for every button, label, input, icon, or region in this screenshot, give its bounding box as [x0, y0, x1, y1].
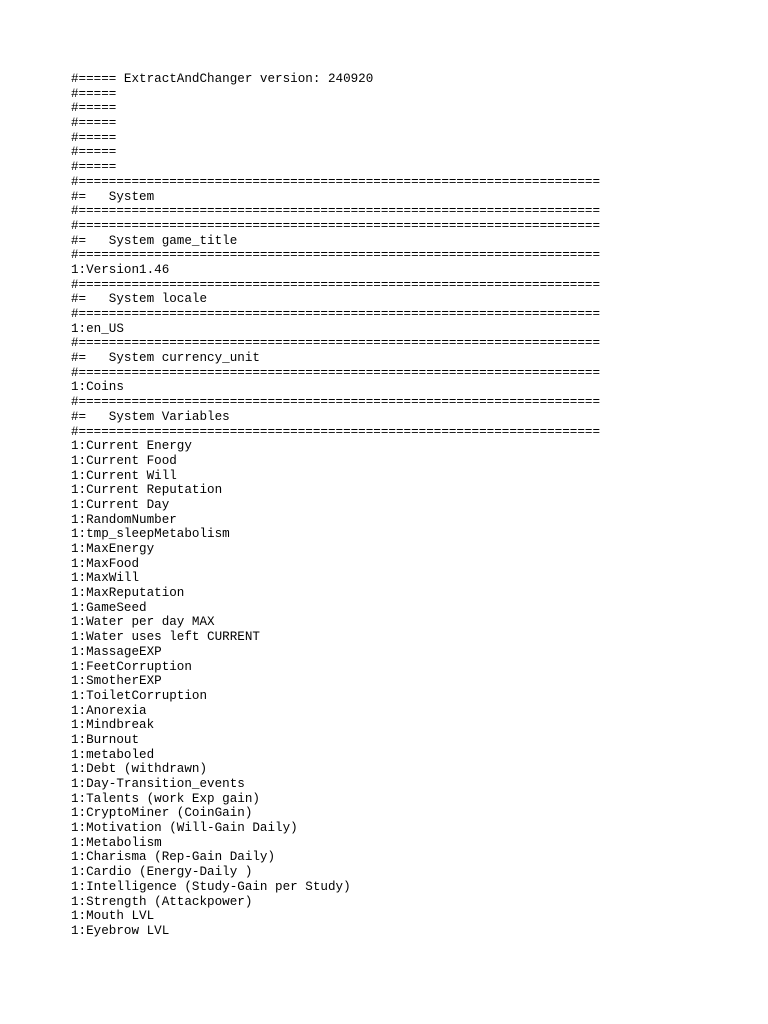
document-line: #===== [71, 130, 117, 145]
document-line: 1:MaxWill [71, 571, 140, 586]
document-line: 1:Day-Transition_events [71, 777, 245, 791]
document-line: 1:SmotherEXP [71, 674, 162, 689]
document-line: #= System Variables [71, 409, 230, 424]
document-line: 1:Cardio (Energy-Daily ) [71, 865, 253, 880]
document-line: #= System currency_unit [71, 351, 260, 366]
document-line: 1:MaxEnergy [71, 542, 155, 556]
document-line: 1:tmp_sleepMetabolism [71, 527, 230, 542]
document-line: #===================================================================== [71, 307, 601, 321]
document-line: 1:CryptoMiner (CoinGain) [71, 806, 253, 821]
document-line: #===================================================================== [71, 424, 601, 439]
document-line: 1:Current Food [71, 453, 177, 468]
document-line: #===================================================================== [71, 365, 601, 380]
document-line: 1:en_US [71, 321, 124, 336]
document-line: #===== ExtractAndChanger version: 240920 [71, 72, 374, 86]
document-line: 1:Mouth LVL [71, 909, 155, 924]
document-line: 1:Motivation (Will-Gain Daily) [71, 821, 298, 836]
document-line: 1:MaxReputation [71, 586, 185, 601]
document-line: #= System locale [71, 292, 208, 307]
document-line: 1:Strength (Attackpower) [71, 894, 253, 909]
document-line: 1:metaboled [71, 747, 155, 762]
document-line: 1:FeetCorruption [71, 659, 192, 674]
document-line: 1:GameSeed [71, 600, 147, 615]
document-line: #===================================================================== [71, 218, 601, 233]
document-line: 1:Charisma (Rep-Gain Daily) [71, 850, 276, 865]
document-line: #===================================================================== [71, 277, 601, 292]
document-line: 1:Anorexia [71, 703, 147, 718]
document-line: 1:RandomNumber [71, 512, 177, 527]
document-line: 1:ToiletCorruption [71, 688, 208, 703]
document-line: 1:MaxFood [71, 556, 140, 571]
document-line: 1:MassageEXP [71, 644, 162, 659]
document-line: #===== [71, 101, 117, 116]
document-line: #===== [71, 86, 117, 101]
document-line: #===== [71, 116, 117, 131]
document-line: #= System game_title [71, 233, 238, 248]
document-line: 1:Debt (withdrawn) [71, 762, 208, 777]
document-line: #===================================================================== [71, 248, 601, 263]
document-line: 1:Burnout [71, 732, 140, 747]
document-line: #===================================================================== [71, 174, 601, 189]
document-line: 1:Water per day MAX [71, 615, 215, 630]
document-line: 1:Current Reputation [71, 483, 223, 498]
document-line: #===================================================================== [71, 395, 601, 410]
document-line: #= System [71, 189, 155, 204]
document-line: 1:Talents (work Exp gain) [71, 791, 260, 806]
document-text [71, 72, 600, 939]
document-line: 1:Coins [71, 380, 124, 395]
document-line: 1:Mindbreak [71, 718, 155, 733]
document-line: #===================================================================== [71, 204, 601, 219]
document-line: 1:Metabolism [71, 835, 162, 850]
document-line: 1:Current Energy [71, 439, 192, 454]
document-line: #===================================================================== [71, 336, 601, 351]
document-line: 1:Water uses left CURRENT [71, 630, 260, 645]
document-line: 1:Current Day [71, 497, 170, 512]
document-line: #===== [71, 160, 117, 175]
document-line: #===== [71, 145, 117, 160]
document-line: 1:Eyebrow LVL [71, 923, 170, 938]
document-line: 1:Version1.46 [71, 262, 170, 277]
document-line: 1:Current Will [71, 468, 177, 483]
document-line: 1:Intelligence (Study-Gain per Study) [71, 879, 351, 894]
